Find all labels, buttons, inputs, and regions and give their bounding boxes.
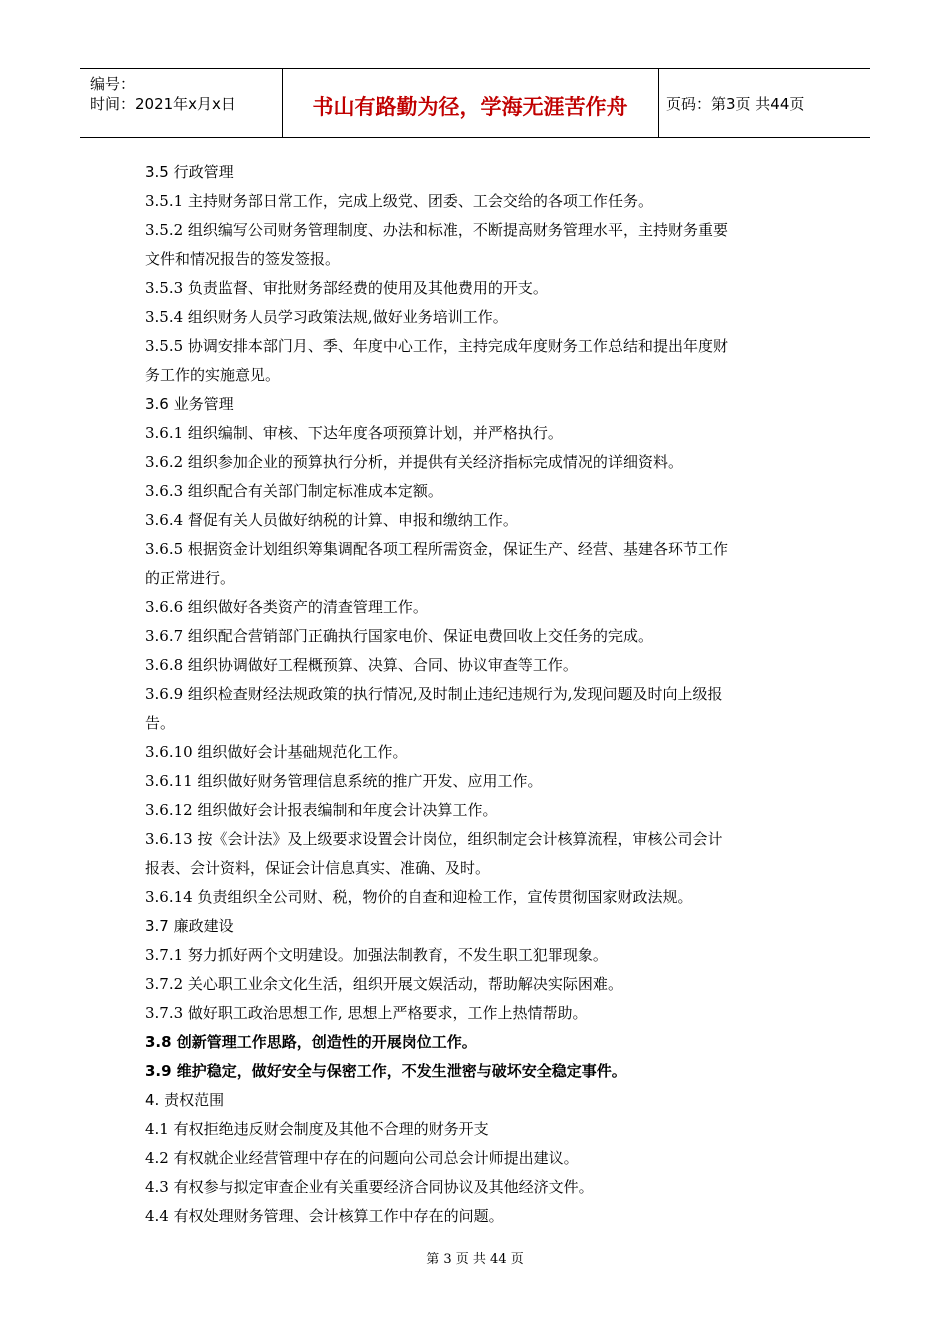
- body-line: 3.7.2 关心职工业余文化生活，组织开展文娱活动，帮助解决实际困难。: [145, 975, 623, 993]
- body-line: 报表、会计资料，保证会计信息真实、准确、及时。: [145, 859, 491, 877]
- section-heading: 3.8 创新管理工作思路，创造性的开展岗位工作。: [145, 1033, 477, 1051]
- section-heading: 3.7 廉政建设: [145, 917, 234, 935]
- body-line: 3.6.7 组织配合营销部门正确执行国家电价、保证电费回收上交任务的完成。: [145, 627, 653, 645]
- document-body: [145, 158, 810, 1231]
- body-line: 的正常进行。: [145, 569, 236, 587]
- body-line: 3.6.9 组织检查财经法规政策的执行情况,及时制止违纪违规行为,发现问题及时向上级报: [145, 685, 723, 703]
- section-heading: 3.6 业务管理: [145, 395, 234, 413]
- document-date-label: 时间：2021年x月x日: [90, 95, 236, 113]
- header-motto-cell: [282, 69, 659, 137]
- body-line: 4.3 有权参与拟定审查企业有关重要经济合同协议及其他经济文件。: [145, 1178, 594, 1196]
- header-meta-cell: [80, 69, 283, 137]
- body-line: 3.6.6 组织做好各类资产的清查管理工作。: [145, 598, 428, 616]
- body-line: 文件和情况报告的签发签报。: [145, 250, 341, 268]
- section-heading: 3.9 维护稳定，做好安全与保密工作，不发生泄密与破坏安全稳定事件。: [145, 1062, 627, 1080]
- body-line: 3.6.13 按《会计法》及上级要求设置会计岗位，组织制定会计核算流程，审核公司会计: [145, 830, 723, 848]
- page-header: [80, 68, 870, 138]
- section-heading: 3.5 行政管理: [145, 163, 234, 181]
- page-footer: 第 3 页 共 44 页: [426, 1252, 524, 1267]
- body-line: 3.6.10 组织做好会计基础规范化工作。: [145, 743, 408, 761]
- header-page-number: 页码：第3页 共44页: [666, 95, 805, 113]
- body-line: 3.6.4 督促有关人员做好纳税的计算、申报和缴纳工作。: [145, 511, 518, 529]
- body-line: 3.5.1 主持财务部日常工作，完成上级党、团委、工会交给的各项工作任务。: [145, 192, 653, 210]
- body-line: 3.6.3 组织配合有关部门制定标准成本定额。: [145, 482, 443, 500]
- body-line: 3.6.8 组织协调做好工程概预算、决算、合同、协议审查等工作。: [145, 656, 578, 674]
- header-motto: 书山有路勤为径，学海无涯苦作舟: [312, 95, 628, 119]
- section-heading: 4. 责权范围: [145, 1091, 225, 1109]
- body-line: 4.4 有权处理财务管理、会计核算工作中存在的问题。: [145, 1207, 504, 1225]
- body-line: 3.7.3 做好职工政治思想工作, 思想上严格要求，工作上热情帮助。: [145, 1004, 588, 1022]
- document-number-label: 编号：: [90, 75, 136, 93]
- body-line: 3.6.14 负责组织全公司财、税，物价的自查和迎检工作，宣传贯彻国家财政法规。: [145, 888, 693, 906]
- body-line: 3.5.3 负责监督、审批财务部经费的使用及其他费用的开支。: [145, 279, 548, 297]
- body-line: 3.5.2 组织编写公司财务管理制度、办法和标准，不断提高财务管理水平，主持财务重要: [145, 221, 728, 239]
- body-line: 3.6.2 组织参加企业的预算执行分析，并提供有关经济指标完成情况的详细资料。: [145, 453, 683, 471]
- body-line: 3.5.4 组织财务人员学习政策法规,做好业务培训工作。: [145, 308, 508, 326]
- body-line: 3.5.5 协调安排本部门月、季、年度中心工作，主持完成年度财务工作总结和提出年度财: [145, 337, 728, 355]
- header-page-cell: [658, 69, 870, 137]
- body-line: 3.6.12 组织做好会计报表编制和年度会计决算工作。: [145, 801, 498, 819]
- body-line: 3.6.11 组织做好财务管理信息系统的推广开发、应用工作。: [145, 772, 543, 790]
- body-line: 4.2 有权就企业经营管理中存在的问题向公司总会计师提出建议。: [145, 1149, 579, 1167]
- body-line: 务工作的实施意见。: [145, 366, 281, 384]
- body-line: 告。: [145, 714, 176, 732]
- body-line: 4.1 有权拒绝违反财会制度及其他不合理的财务开支: [145, 1120, 489, 1138]
- body-line: 3.7.1 努力抓好两个文明建设。加强法制教育，不发生职工犯罪现象。: [145, 946, 608, 964]
- body-line: 3.6.1 组织编制、审核、下达年度各项预算计划，并严格执行。: [145, 424, 563, 442]
- body-line: 3.6.5 根据资金计划组织筹集调配各项工程所需资金，保证生产、经营、基建各环节工作: [145, 540, 728, 558]
